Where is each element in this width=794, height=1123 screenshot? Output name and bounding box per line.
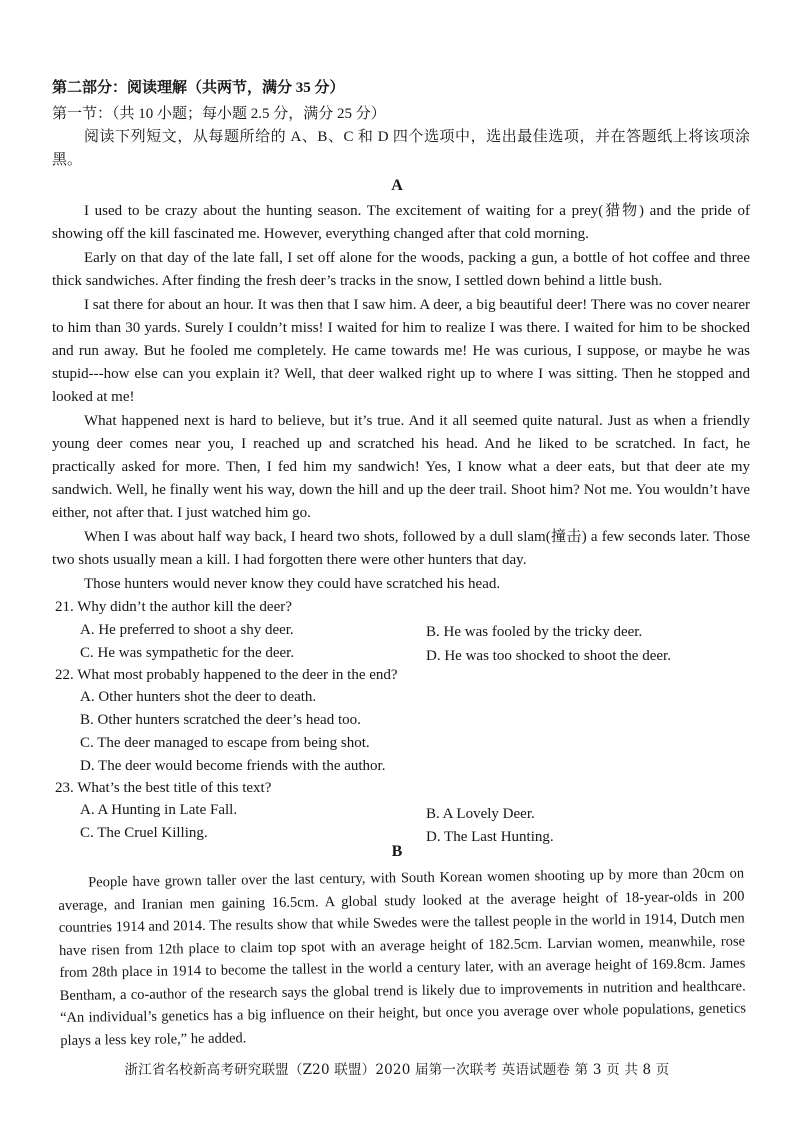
part-title: 第二部分：阅读理解（共两节，满分 35 分） (52, 80, 345, 96)
question-23-option-b: B. A Lovely Deer. (426, 806, 535, 822)
question-21-option-c: C. He was sympathetic for the deer. (80, 645, 295, 661)
passage-a-paragraph-2: Early on that day of the late fall, I set off alone for the woods, packing a gun, a bottle of hot coffee and three thick sandwiches. After finding the fresh deer’s tracks in the snow, I settled down behind a little bush. (52, 250, 750, 289)
question-22-option-c: C. The deer managed to escape from being shot. (80, 735, 370, 751)
instruction-text: 阅读下列短文，从每题所给的 A、B、C 和 D 四个选项中，选出最佳选项，并在答题纸上将该项涂黑。 (52, 129, 750, 168)
question-23-option-d: D. The Last Hunting. (426, 829, 554, 845)
question-22-option-b: B. Other hunters scratched the deer’s head too. (80, 712, 361, 728)
subsection-title: 第一节：（共 10 小题；每小题 2.5 分，满分 25 分） (52, 106, 386, 122)
passage-a-paragraph-4: What happened next is hard to believe, but it’s true. And it all seemed quite natural. Just as when a friendly young deer comes near you, I reached up and scratched his head. And he liked to be scratched. In fact, he practically asked for more. Then, I fed him my sandwich! Yes, I know what a deer eats, but that deer ate my sandwich. Well, he finally went his way, down the hill and up the deer trail. Shoot him? Not me. You wouldn’t have either, not after that. I just watched him go. (52, 413, 750, 521)
passage-a-paragraph-5: When I was about half way back, I heard two shots, followed by a dull slam(撞击) a few seconds later. Those two shots usually mean a kill. I had forgotten there were other hunters that day. (52, 529, 750, 568)
question-21-option-d: D. He was too shocked to shoot the deer. (426, 648, 671, 664)
question-22-option-d: D. The deer would become friends with the author. (80, 758, 386, 774)
question-23-option-a: A. A Hunting in Late Fall. (80, 802, 238, 818)
question-21-option-a: A. He preferred to shoot a shy deer. (80, 622, 294, 638)
question-23-stem: 23. What’s the best title of this text? (55, 780, 272, 796)
passage-a-paragraph-1: I used to be crazy about the hunting season. The excitement of waiting for a prey(猎物) and the pride of showing off the kill fascinated me. However, everything changed after that cold morning. (52, 203, 750, 242)
question-22-stem: 22. What most probably happened to the deer in the end? (55, 667, 398, 683)
question-23-option-c: C. The Cruel Killing. (80, 825, 208, 841)
question-22-option-a: A. Other hunters shot the deer to death. (80, 689, 317, 705)
passage-a-label: A (391, 177, 403, 194)
passage-b-paragraph: People have grown taller over the last century, with South Korean women shooting up by more than 20cm on average, and Iranian men gaining 16.5cm. A global study looked at the average height of 18-year-olds in 200 countries 1914 and 2014. The results show that while Swedes were the tallest people in the world in 1914, Dutch men have risen from 12th place to claim top spot with an average height of 182.5cm. Larvian women, meanwhile, rose from 28th place in 1914 to become the tallest in the world a century later, with an average height of 169.8cm. James Bentham, a co-author of the research says the global trend is likely due to improvements in nutrition and healthcare. “An individual’s genetics has a big influence on their height, but once you average over whole populations, genetics plays a less key role,” he added. (58, 865, 747, 1049)
page-footer: 浙江省名校新高考研究联盟（Z20 联盟）2020 届第一次联考 英语试题卷 第 3 页 共 8 页 (124, 1062, 670, 1078)
question-21-stem: 21. Why didn’t the author kill the deer? (55, 599, 292, 615)
passage-a-paragraph-6: Those hunters would never know they could have scratched his head. (84, 576, 501, 592)
passage-a-paragraph-3: I sat there for about an hour. It was then that I saw him. A deer, a big beautiful deer! There was no cover nearer to him than 30 yards. Surely I couldn’t miss! I waited for him to realize I was there. I waited for him to be shocked and run away. But he fooled me completely. He came towards me! He was curious, I suppose, or maybe he was stupid---how else can you explain it? Well, that deer walked right up to where I was sitting. Then he stopped and looked at me! (52, 297, 750, 405)
passage-b-label: B (391, 843, 403, 860)
question-21-option-b: B. He was fooled by the tricky deer. (426, 624, 643, 640)
